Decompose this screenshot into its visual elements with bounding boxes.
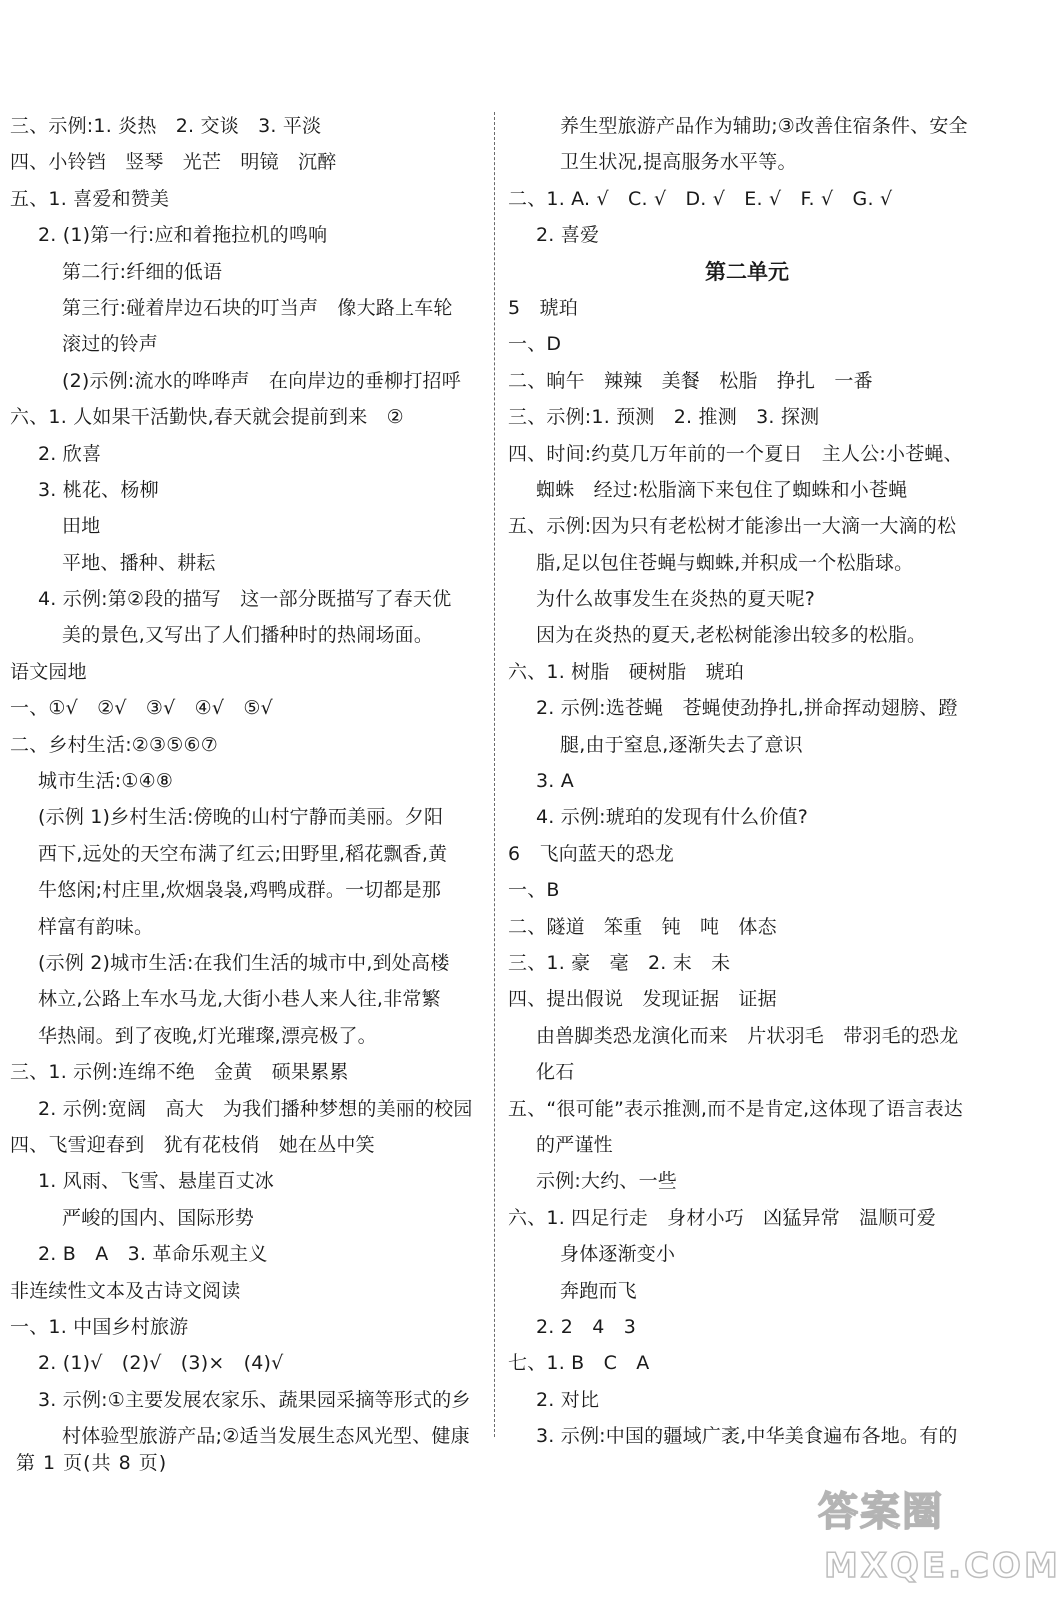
answer-line: 身体逐渐变小 [560, 1243, 676, 1266]
right-column [508, 108, 986, 1454]
answer-line: 3. 桃花、杨柳 [38, 478, 159, 501]
answer-line: 五、示例:因为只有老松树才能渗出一大滴一大滴的松 [508, 515, 957, 538]
answer-line: 非连续性文本及古诗文阅读 [10, 1279, 241, 1302]
answer-line: 四、小铃铛 竖琴 光芒 明镜 沉醉 [10, 151, 337, 174]
column-divider [494, 112, 495, 1437]
answer-line: 样富有韵味。 [38, 915, 154, 938]
answer-line: 为什么故事发生在炎热的夏天呢? [536, 588, 816, 611]
answer-line: 一、1. 中国乡村旅游 [10, 1315, 189, 1338]
answer-line: 五、1. 喜爱和赞美 [10, 187, 170, 210]
answer-line: 2. 喜爱 [536, 224, 600, 247]
answer-line: 二、隧道 笨重 钝 吨 体态 [508, 915, 777, 938]
answer-line: (示例 1)乡村生活:傍晚的山村宁静而美丽。夕阳 [38, 806, 444, 829]
answer-line: 2. 示例:选苍蝇 苍蝇使劲挣扎,拼命挥动翅膀、蹬 [536, 697, 958, 720]
answer-line: 二、晌午 辣辣 美餐 松脂 挣扎 一番 [508, 369, 873, 392]
answer-line: 平地、播种、耕耘 [62, 551, 216, 574]
answer-line: 4. 示例:琥珀的发现有什么价值? [536, 806, 809, 829]
answer-line: 一、D [508, 333, 562, 356]
answer-line: 5 琥珀 [508, 296, 578, 319]
answer-line: (示例 2)城市生活:在我们生活的城市中,到处高楼 [38, 951, 450, 974]
left-column [10, 108, 488, 1454]
answer-line: 二、乡村生活:②③⑤⑥⑦ [10, 733, 218, 756]
watermark-logo [818, 1480, 1061, 1595]
answer-line: 3. 示例:中国的疆域广袤,中华美食遍布各地。有的 [536, 1425, 958, 1448]
answer-line: 一、B [508, 879, 560, 902]
answer-line: 6 飞向蓝天的恐龙 [508, 842, 674, 865]
answer-line: 六、1. 树脂 硬树脂 琥珀 [508, 660, 744, 683]
answer-line: 四、飞雪迎春到 犹有花枝俏 她在丛中笑 [10, 1133, 375, 1156]
answer-line: 三、1. 豪 毫 2. 末 未 [508, 951, 731, 974]
answer-line: 六、1. 四足行走 身材小巧 凶猛异常 温顺可爱 [508, 1206, 936, 1229]
watermark-url: MXQE.COM [824, 1546, 1061, 1586]
answer-line: 2. 对比 [536, 1388, 600, 1411]
answer-line: 2. (1)第一行:应和着拖拉机的鸣响 [38, 224, 328, 247]
answer-line: 村体验型旅游产品;②适当发展生态风光型、健康 [62, 1425, 470, 1448]
answer-line: 滚过的铃声 [62, 333, 159, 356]
answer-line: 三、示例:1. 炎热 2. 交谈 3. 平淡 [10, 115, 322, 137]
answer-line: 七、1. B C A [508, 1352, 650, 1375]
page-footer: 第 1 页(共 8 页) [16, 1452, 168, 1474]
answer-line: 四、时间:约莫几万年前的一个夏日 主人公:小苍蝇、 [508, 442, 963, 465]
answer-line: 华热闹。到了夜晚,灯光璀璨,漂亮极了。 [38, 1024, 377, 1047]
answer-line: 美的景色,又写出了人们播种时的热闹场面。 [62, 624, 434, 647]
answer-line: 3. A [536, 770, 574, 793]
answer-line: 2. 2 4 3 [536, 1315, 637, 1338]
answer-line: 二、1. A. √ C. √ D. √ E. √ F. √ G. √ [508, 187, 893, 210]
answer-line: 三、1. 示例:连绵不绝 金黄 硕果累累 [10, 1061, 349, 1084]
answer-line: 严峻的国内、国际形势 [62, 1206, 255, 1229]
answer-line: 牛悠闲;村庄里,炊烟袅袅,鸡鸭成群。一切都是那 [38, 879, 442, 902]
answer-line: 1. 风雨、飞雪、悬崖百丈冰 [38, 1170, 274, 1193]
answer-line: 4. 示例:第②段的描写 这一部分既描写了春天优 [38, 588, 452, 611]
answer-line: 语文园地 [10, 660, 87, 683]
answer-line: 由兽脚类恐龙演化而来 片状羽毛 带羽毛的恐龙 [536, 1024, 959, 1047]
answer-line: 蜘蛛 经过:松脂滴下来包住了蜘蛛和小苍蝇 [536, 478, 908, 501]
right-column-body [508, 290, 986, 1455]
answer-line: 2. 欣喜 [38, 442, 102, 465]
answer-line: 五、“很可能”表示推测,而不是肯定,这体现了语言表达 [508, 1097, 963, 1120]
answer-line: 化石 [536, 1061, 575, 1084]
answer-line: 3. 示例:①主要发展农家乐、蔬果园采摘等形式的乡 [38, 1388, 471, 1411]
answer-line: 第三行:碰着岸边石块的叮当声 像大路上车轮 [62, 296, 453, 319]
answer-line: 田地 [62, 515, 101, 538]
answer-line: 卫生状况,提高服务水平等。 [560, 151, 797, 174]
answer-line: 2. (1)√ (2)√ (3)× (4)√ [38, 1352, 284, 1375]
answer-line: 2. B A 3. 革命乐观主义 [38, 1243, 268, 1266]
right-column-continuation [508, 108, 986, 254]
answer-line: 的严谨性 [536, 1133, 613, 1156]
answer-line: 西下,远处的天空布满了红云;田野里,稻花飘香,黄 [38, 842, 448, 865]
answer-line: (2)示例:流水的哗哗声 在向岸边的垂柳打招呼 [62, 369, 461, 392]
answer-line: 一、①√ ②√ ③√ ④√ ⑤√ [10, 697, 273, 720]
answer-line: 脂,足以包住苍蝇与蜘蛛,并积成一个松脂球。 [536, 551, 914, 574]
answer-line: 六、1. 人如果干活勤快,春天就会提前到来 ② [10, 406, 404, 429]
answer-line: 城市生活:①④⑧ [38, 770, 174, 793]
watermark-chars: 答案圈 [818, 1489, 944, 1535]
answer-line: 因为在炎热的夏天,老松树能渗出较多的松脂。 [536, 624, 927, 647]
answer-line: 三、示例:1. 预测 2. 推测 3. 探测 [508, 406, 820, 429]
answer-line: 林立,公路上车水马龙,大街小巷人来人往,非常繁 [38, 988, 441, 1011]
answer-line: 2. 示例:宽阔 高大 为我们播种梦想的美丽的校园 [38, 1097, 473, 1120]
answer-line: 养生型旅游产品作为辅助;③改善住宿条件、安全 [560, 115, 968, 137]
answer-line: 第二行:纤细的低语 [62, 260, 223, 283]
answer-line: 示例:大约、一些 [536, 1170, 678, 1193]
answer-line: 奔跑而飞 [560, 1279, 637, 1302]
unit-title: 第二单元 [705, 259, 789, 284]
answer-line: 腿,由于窒息,逐渐失去了意识 [560, 733, 803, 756]
answer-line: 四、提出假说 发现证据 证据 [508, 988, 777, 1011]
